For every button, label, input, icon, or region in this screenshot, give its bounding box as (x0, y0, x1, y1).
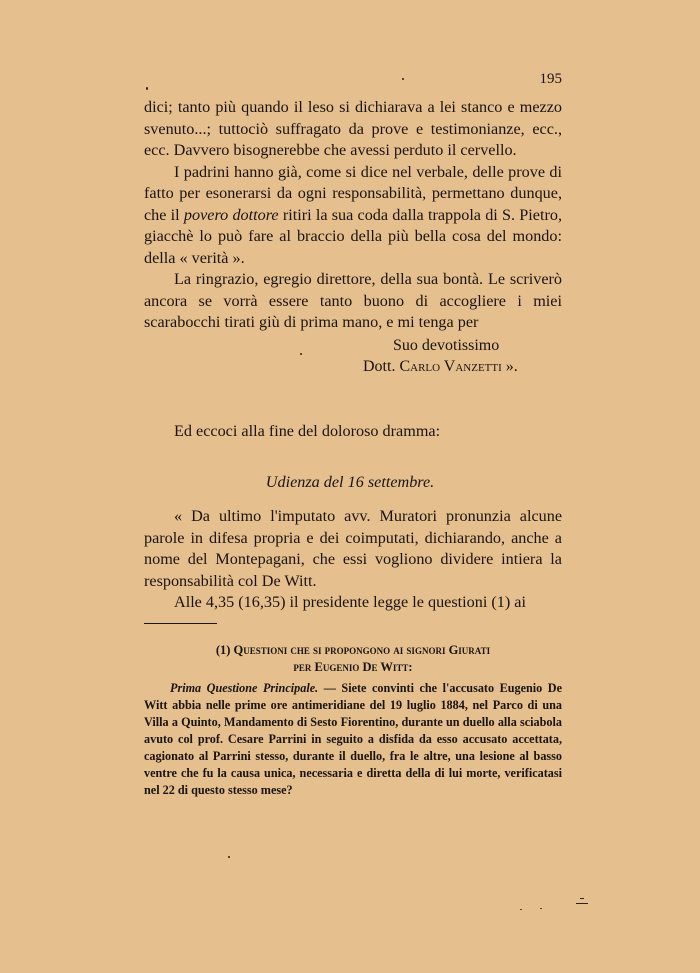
scan-speck (576, 903, 588, 904)
scan-speck (402, 78, 404, 80)
signature-end: ». (505, 358, 518, 375)
signature-name: Carlo Vanzetti (399, 358, 502, 375)
letter-text-block (144, 97, 562, 334)
scan-speck (540, 908, 542, 909)
scan-speck (228, 856, 230, 858)
paragraph-3: La ringrazio, egregio direttore, della sua bontà. Le scriverò ancora se vorrà essere tanto buono di accogliere i miei scarabocchi tirati giù di prima mano, e mi tenga per (144, 270, 562, 331)
paragraph-2 (144, 162, 562, 270)
footnote-heading (144, 642, 562, 676)
transition-line: Ed eccoci alla fine del doloroso dramma: (174, 422, 441, 440)
section-heading: Udienza del 16 settembre. (265, 473, 435, 491)
footnote-label: Prima Questione Principale. (170, 681, 319, 695)
page-number: 195 (539, 71, 562, 87)
scan-speck (520, 909, 522, 910)
signature-title: Dott. (363, 358, 396, 375)
footnote-paragraph (144, 680, 562, 799)
scan-speck (580, 898, 584, 899)
footnote-heading-line1: (1) Questioni che si propongono ai signori Giurati (215, 643, 491, 657)
footnote-text: — Siete convinti che l'accusato Eugenio De Witt abbia nelle prime ore antimeridiane del 19 luglio 1884, nel Parco di una Villa a Quinto, Mandamento di Sesto Fiorentino, durante un duello alla sciabola avuto col prof. Cesare Parrini in seguito a disfida da esso accusato accettata, cagionato al Parrini stesso, durante il duello, fra le altre, una lesione al basso ventre che fu la causa unica, necessaria e diretta della di lui morte, verificatasi nel 22 di questo stesso mese? (144, 681, 563, 797)
footnote-heading-line2: per Eugenio De Witt: (293, 660, 413, 674)
hearing-text-block (144, 506, 562, 614)
signature-name-line (363, 356, 573, 378)
emphasis-povero-dottore: povero dottore (183, 205, 279, 224)
footnote-divider (144, 623, 217, 624)
scan-speck (300, 353, 302, 355)
signature-closing: Suo devotissimo (393, 337, 500, 354)
paragraph-2-start: I padrini hanno già, come si dice nel verbale, delle prove di fatto per esonerarsi da ogni responsabilità, permettano dunque, che il (144, 162, 562, 224)
scan-speck (146, 87, 148, 90)
paragraph-5: Alle 4,35 (16,35) il presidente legge le questioni (1) ai (174, 593, 526, 611)
paragraph-4: « Da ultimo l'imputato avv. Muratori pronunzia alcune parole in difesa propria e dei coimputati, dichiarando, anche a nome del Montepagani, che essi vogliono dividere intiera la responsabilità col De Witt. (144, 507, 562, 590)
footnote-body (144, 680, 562, 799)
paragraph-1: dici; tanto più quando il leso si dichiarava a lei stanco e mezzo svenuto...; tuttociò suffragato da prove e testimonianze, ecc., ecc. Davvero bisognerebbe che avessi perduto il cervello. (144, 98, 562, 159)
paragraph-2-end: ritiri la sua coda dalla trappola di S. Pietro, giacchè lo può fare al braccio della più bella cosa del mondo: della « verità ». (144, 205, 562, 267)
